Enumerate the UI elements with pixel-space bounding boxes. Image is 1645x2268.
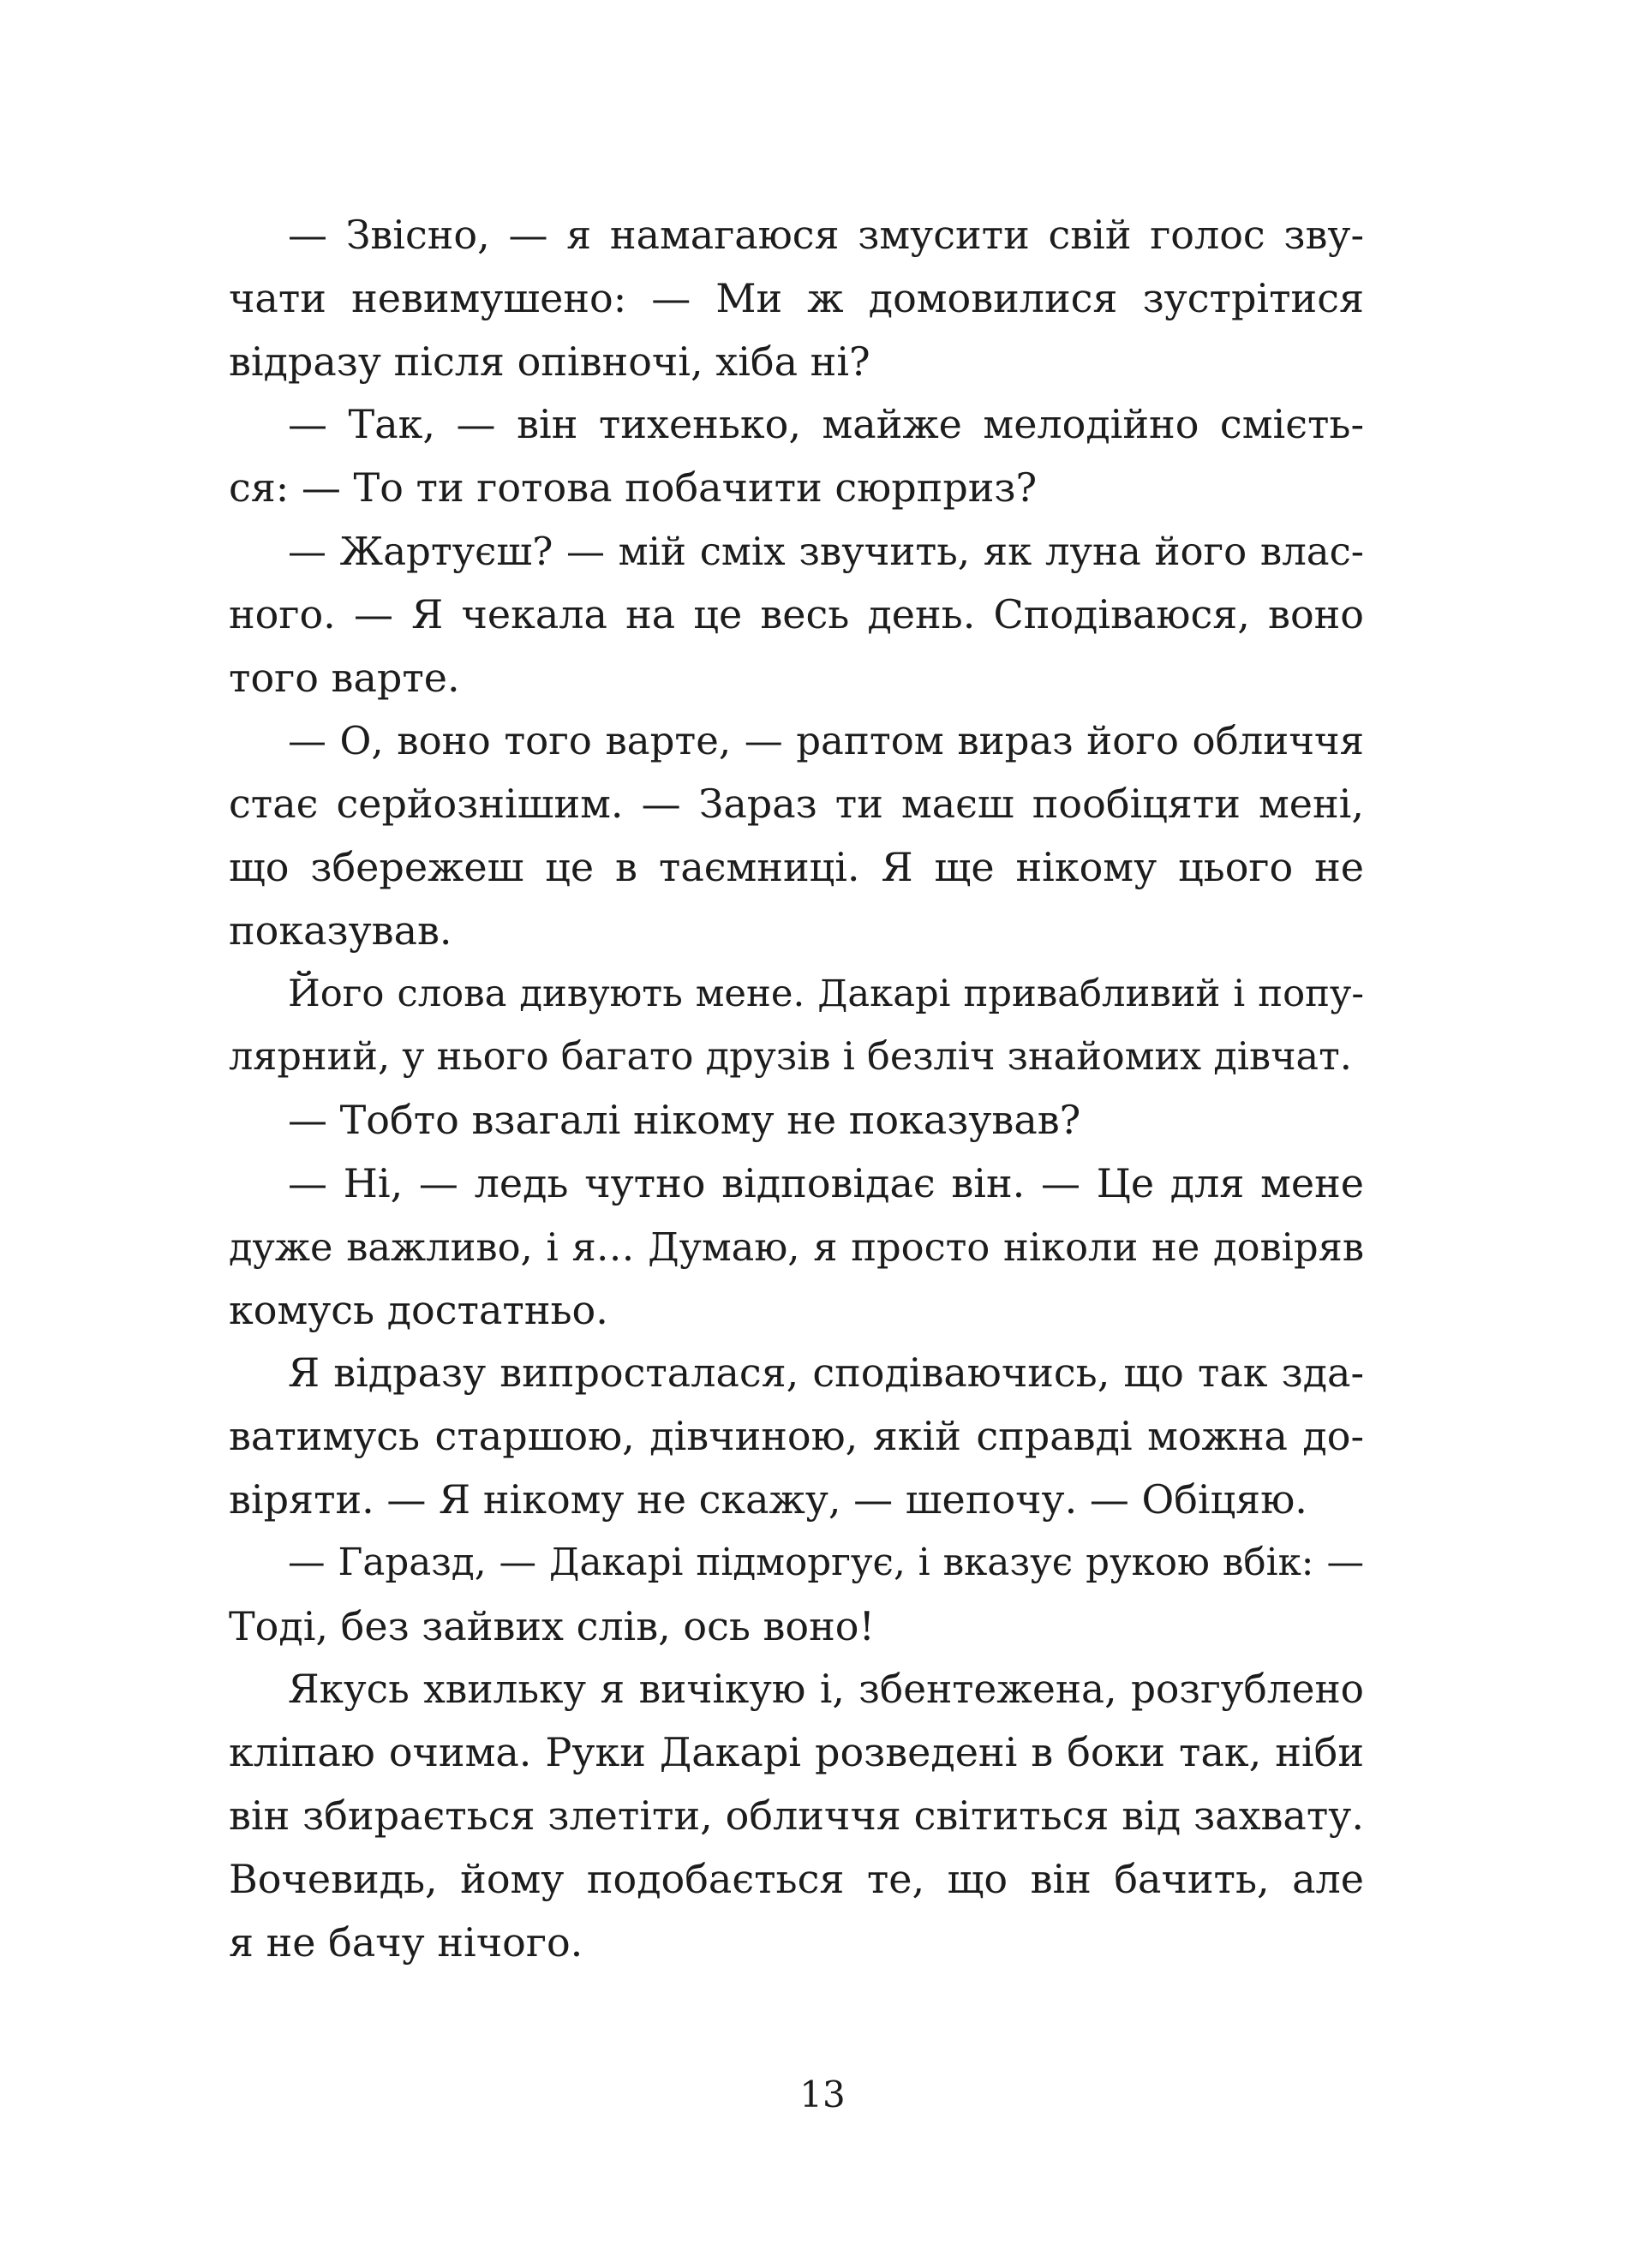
text-line: — О, воно того варте, — раптом вираз його обличчя: [288, 718, 1364, 764]
text-line: комусь достатньо.: [229, 1286, 608, 1333]
text-line: Вочевидь, йому подобається те, що він бачить, але: [229, 1855, 1364, 1902]
text-line: — Так, — він тихенько, майже мелодійно смієть-: [288, 401, 1364, 448]
text-line: — Ні, — ледь чутно відповідає він. — Це для мене: [288, 1159, 1364, 1206]
text-line: Якусь хвильку я вичікую і, збентежена, розгублено: [288, 1667, 1364, 1713]
text-line: ся: — То ти готова побачити сюрприз?: [229, 464, 1038, 512]
text-line: — Жартуєш? — мій сміх звучить, як луна його влас-: [288, 528, 1364, 574]
page-number: 13: [799, 2074, 846, 2115]
text-line: лярний, у нього багато друзів і безліч знайомих дівчат.: [229, 1034, 1352, 1080]
text-line: що збережеш це в таємниці. Я ще нікому цього не: [229, 843, 1364, 890]
text-line: того варте.: [229, 654, 460, 701]
text-line: Його слова дивують мене. Дакарі привабливий і попу-: [288, 972, 1364, 1015]
text-line: відразу після опівночі, хіба ні?: [229, 338, 870, 385]
text-line: показував.: [229, 907, 452, 954]
text-line: — Звісно, — я намагаюся змусити свій голос зву-: [288, 212, 1364, 258]
text-line: кліпаю очима. Руки Дакарі розведені в боки так, ніби: [229, 1729, 1364, 1776]
text-line: — Тобто взагалі нікому не показував?: [288, 1097, 1081, 1144]
text-line: чати невимушено: — Ми ж домовилися зустрітися: [229, 274, 1364, 321]
text-line: я не бачу нічого.: [229, 1918, 583, 1966]
text-line: він збирається злетіти, обличчя світиться від захвату.: [229, 1792, 1364, 1839]
page-body-text: [229, 204, 1364, 1974]
text-line: Тоді, без зайвих слів, ось воно!: [229, 1602, 875, 1649]
text-line: дуже важливо, і я… Думаю, я просто ніколи не довіряв: [229, 1224, 1364, 1270]
text-line: ватимусь старшою, дівчиною, якій справді можна до-: [229, 1413, 1364, 1460]
text-line: — Гаразд, — Дакарі підморгує, і вказує рукою вбік: —: [288, 1541, 1364, 1584]
text-line: стає серйознішим. — Зараз ти маєш пообіцяти мені,: [229, 781, 1364, 828]
text-line: ного. — Я чекала на це весь день. Сподіваюся, воно: [229, 590, 1364, 637]
text-line: віряти. — Я нікому не скажу, — шепочу. — Обіцяю.: [229, 1475, 1307, 1523]
text-line: Я відразу випросталася, сподіваючись, що так зда-: [288, 1349, 1364, 1397]
